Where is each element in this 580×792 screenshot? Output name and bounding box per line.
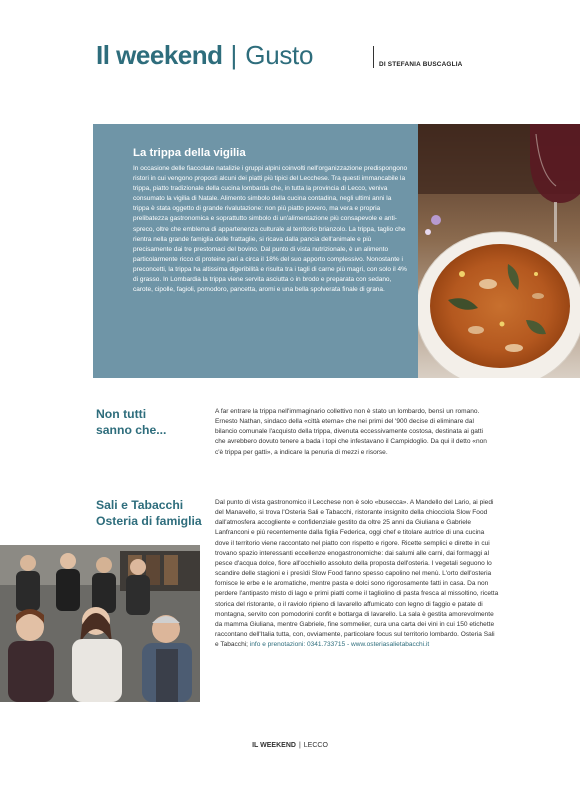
heading-line: Sali e Tabacchi: [96, 498, 184, 512]
tripe-soup-photo: [418, 124, 580, 378]
heading-line: sanno che...: [96, 423, 167, 437]
footer-separator: |: [298, 742, 301, 749]
section-heading-sali-tabacchi: [96, 497, 202, 529]
tripe-soup-illustration: [418, 124, 580, 378]
heading-line: Osteria di famiglia: [96, 514, 202, 528]
heading-line: Non tutti: [96, 407, 147, 421]
family-portrait-illustration: [0, 545, 200, 702]
footer-title: IL WEEKEND: [252, 742, 296, 749]
section-body-non-tutti: A far entrare la trippa nell'immaginario collettivo non è stato un lombardo, bensì un romano. Ernesto Nathan, sindaco della «città eterna» che nei primi del '900 decise di eliminare dal bilancio comunale l'acquisto della trippa, divenuta eccessivamente costosa, destinata ai gatti che avrebbero dovuto tenere a bada i topi che infestavano il Campidoglio. Da qui il detto «non c'è trippa per gatti», a indicare la penuria di mezzi e risorse.: [215, 408, 487, 456]
feature-title: La trippa della vigilia: [133, 147, 246, 159]
feature-body: In occasione delle fiaccolate natalizie i gruppi alpini coinvolti nell'organizzazione predispongono ristori in cui vengono proposti alcuni dei piatti più tipici del Lecchese. Tra questi immancabile la trippa, piatto tradizionale della cucina lombarda che, in tutta la provincia di Lecco, veniva consumato la vigilia di Natale. Alimento simbolo della cucina contadina, negli ultimi anni la trippa è stata oggetto di grande rivalutazione: non più piatto povero, ma vera e propria prelibatezza gastronomica e soprattutto simbolo di un'alimentazione più consapevole e anti-spreco, oltre che emblema di appartenenza culturale al territorio brianzolo. La trippa, taglio che rientra nella grande famiglia delle frattaglie, si ricava dalla pancia dell'animale e più precisamente dai tre prestomaci del bovino. Dal punto di vista nutrizionale, è un alimento particolarmente ricco di proteine pari a circa il 18% del suo apporto complessivo. Nonostante i preconcetti, la trippa ha altissima digeribilità e risulta tra i tagli di carne più magri, con solo il 4% di grasso. In Lombardia la trippa viene servita asciutta o in brodo e preparata con sedano, carote, cipolle, fagioli, pomodoro, pancetta, aromi e una bella spolverata finale di grana.: [133, 165, 408, 294]
contact-info: info e prenotazioni: 0341.733715 - www.osteriasalietabacchi.it: [249, 641, 430, 649]
masthead-section: Gusto: [245, 40, 314, 70]
author-byline: DI STEFANIA BUSCAGLIA: [379, 61, 463, 68]
page-footer: [0, 742, 580, 749]
section-body-text: Dal punto di vista gastronomico il Lecchese non è solo «busecca». A Mandello del Lario, ai piedi del Manavello, si trova l'Osteria Sali e Tabacchi, ristorante insignito della chiocciola Slow Food dall'atmosfera accogliente e confidenziale gestito da oltre 25 anni da Giuliana e Gabriele Lanfranconi e più recentemente dalla figlia Federica, oggi chef e titolare autrice di una cucina dove il territorio viene raccontato nel piatto con rispetto e rigore. Ricette semplici e dirette in cui trovano spazio interessanti eccellenze enogastronomiche: dai salumi alle carni, dai formaggi al pesce d'acqua dolce, fiore all'occhiello assoluto della proposta dell'osteria. I vegetali seguono lo scandire delle stagioni e i presìdi Slow Food fanno spesso capolino nel menù. L'orto dell'osteria fornisce le erbe e le aromatiche, mentre pasta e dolci sono rigorosamente fatti in casa. Da non perdere l'antipasto misto di lago e primi piatti come il tagliolino di pasta fresca al missoltino, ricetta storica del ristorante, o il raviolo ripieno di lavarello affumicato con legno di faggio e patate di montagna, servito con pomodorini confit e bottarga di lavarello. La sala è gestita amorevolmente da mamma Giuliana, mentre Gabriele, fine sommelier, cura una carta dei vini in cui 150 etichette raccontano dell'Italia tutta, con, ovviamente, particolare focus sul territorio lombardo. Osteria Sali e Tabacchi;: [215, 499, 499, 649]
section-body-sali-tabacchi: [215, 498, 500, 650]
author-divider: [373, 46, 374, 68]
masthead: [96, 40, 313, 76]
masthead-title: Il weekend: [96, 40, 223, 70]
osteria-family-photo: [0, 545, 200, 702]
footer-location: LECCO: [303, 742, 328, 749]
masthead-separator: |: [230, 40, 238, 70]
section-heading-non-tutti: [96, 406, 166, 438]
